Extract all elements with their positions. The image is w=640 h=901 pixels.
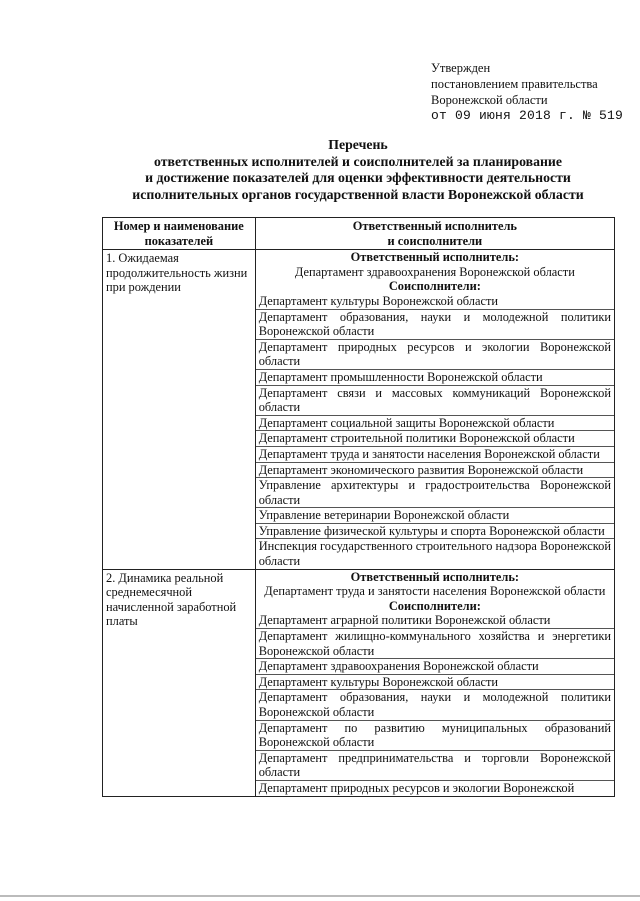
- header-responsible-line: и соисполнители: [387, 233, 483, 248]
- co-executor-item: Департамент культуры Воронежской области: [256, 675, 614, 691]
- executors-cell: [255, 250, 614, 569]
- responsible-executor: Департамент труда и занятости населения Воронежской области: [264, 584, 606, 599]
- approval-line: постановлением правительства: [431, 77, 598, 91]
- approval-line: Воронежской области: [431, 93, 548, 107]
- page-edge-line: [0, 895, 640, 897]
- co-executor-item: Департамент образования, науки и молодежной политики Воронежской области: [256, 310, 614, 340]
- table-body: [103, 250, 615, 796]
- co-executors-label: Соисполнители:: [388, 279, 481, 294]
- indicator-cell: 1. Ожидаемая продолжительность жизни при рождении: [103, 250, 256, 569]
- header-responsible: [255, 218, 614, 250]
- co-executor-item: Департамент природных ресурсов и экологии Воронежской: [258, 780, 575, 795]
- co-executor-item: Департамент по развитию муниципальных образований Воронежской области: [256, 721, 614, 751]
- co-executor-item: Департамент социальной защиты Воронежской области: [256, 416, 614, 432]
- co-executor-item: Управление архитектуры и градостроительства Воронежской области: [256, 478, 614, 508]
- co-executor-item: Инспекция государственного строительного надзора Воронежской области: [258, 539, 611, 569]
- document-title: [100, 137, 616, 203]
- responsibility-table: [102, 217, 615, 797]
- co-executor-item: Департамент жилищно-коммунального хозяйства и энергетики Воронежской области: [256, 629, 614, 659]
- title-line: и достижение показателей для оценки эффективности деятельности: [145, 170, 571, 185]
- co-executor-item: Департамент предпринимательства и торговли Воронежской области: [256, 751, 614, 781]
- approval-line: Утвержден: [431, 61, 491, 75]
- table-row: [103, 250, 615, 569]
- indicator-cell: 2. Динамика реальной среднемесячной начисленной заработной платы: [103, 569, 256, 796]
- co-executor-item: Департамент экономического развития Воронежской области: [256, 463, 614, 479]
- co-executor-item: Департамент здравоохранения Воронежской области: [256, 659, 614, 675]
- co-executors-label: Соисполнители:: [388, 598, 481, 613]
- table-row: [103, 569, 615, 796]
- co-executor-item: Управление физической культуры и спорта Воронежской области: [256, 524, 614, 540]
- co-executor-item: Управление ветеринарии Воронежской области: [256, 508, 614, 524]
- title-line: исполнительных органов государственной власти Воронежской области: [132, 186, 584, 202]
- title-line: ответственных исполнителей и соисполнителей за планирование: [154, 153, 562, 169]
- approval-stamp: от 09 июня 2018 г. № 519: [431, 108, 624, 123]
- table-header-row: [103, 218, 615, 250]
- co-executor-item: Департамент промышленности Воронежской области: [256, 370, 614, 386]
- co-executor-item: Департамент культуры Воронежской области: [256, 294, 614, 310]
- header-indicator: Номер и наименование показателей: [103, 218, 256, 250]
- co-executor-item: Департамент труда и занятости населения Воронежской области: [256, 447, 614, 463]
- responsible-executor: Департамент здравоохранения Воронежской области: [294, 264, 575, 279]
- co-executor-item: Департамент строительной политики Воронежской области: [256, 431, 614, 447]
- co-executor-item: Департамент связи и массовых коммуникаций Воронежской области: [256, 386, 614, 416]
- co-executor-item: Департамент образования, науки и молодежной политики Воронежской области: [256, 690, 614, 720]
- responsible-label: Ответственный исполнитель:: [350, 250, 520, 265]
- responsible-label: Ответственный исполнитель:: [350, 569, 520, 584]
- co-executor-item: Департамент природных ресурсов и экологии Воронежской области: [256, 340, 614, 370]
- executors-cell: [255, 569, 614, 796]
- approval-block: [431, 60, 623, 124]
- header-responsible-line: Ответственный исполнитель: [352, 219, 517, 233]
- co-executor-item: Департамент аграрной политики Воронежской области: [256, 613, 614, 629]
- title-line: Перечень: [328, 137, 388, 152]
